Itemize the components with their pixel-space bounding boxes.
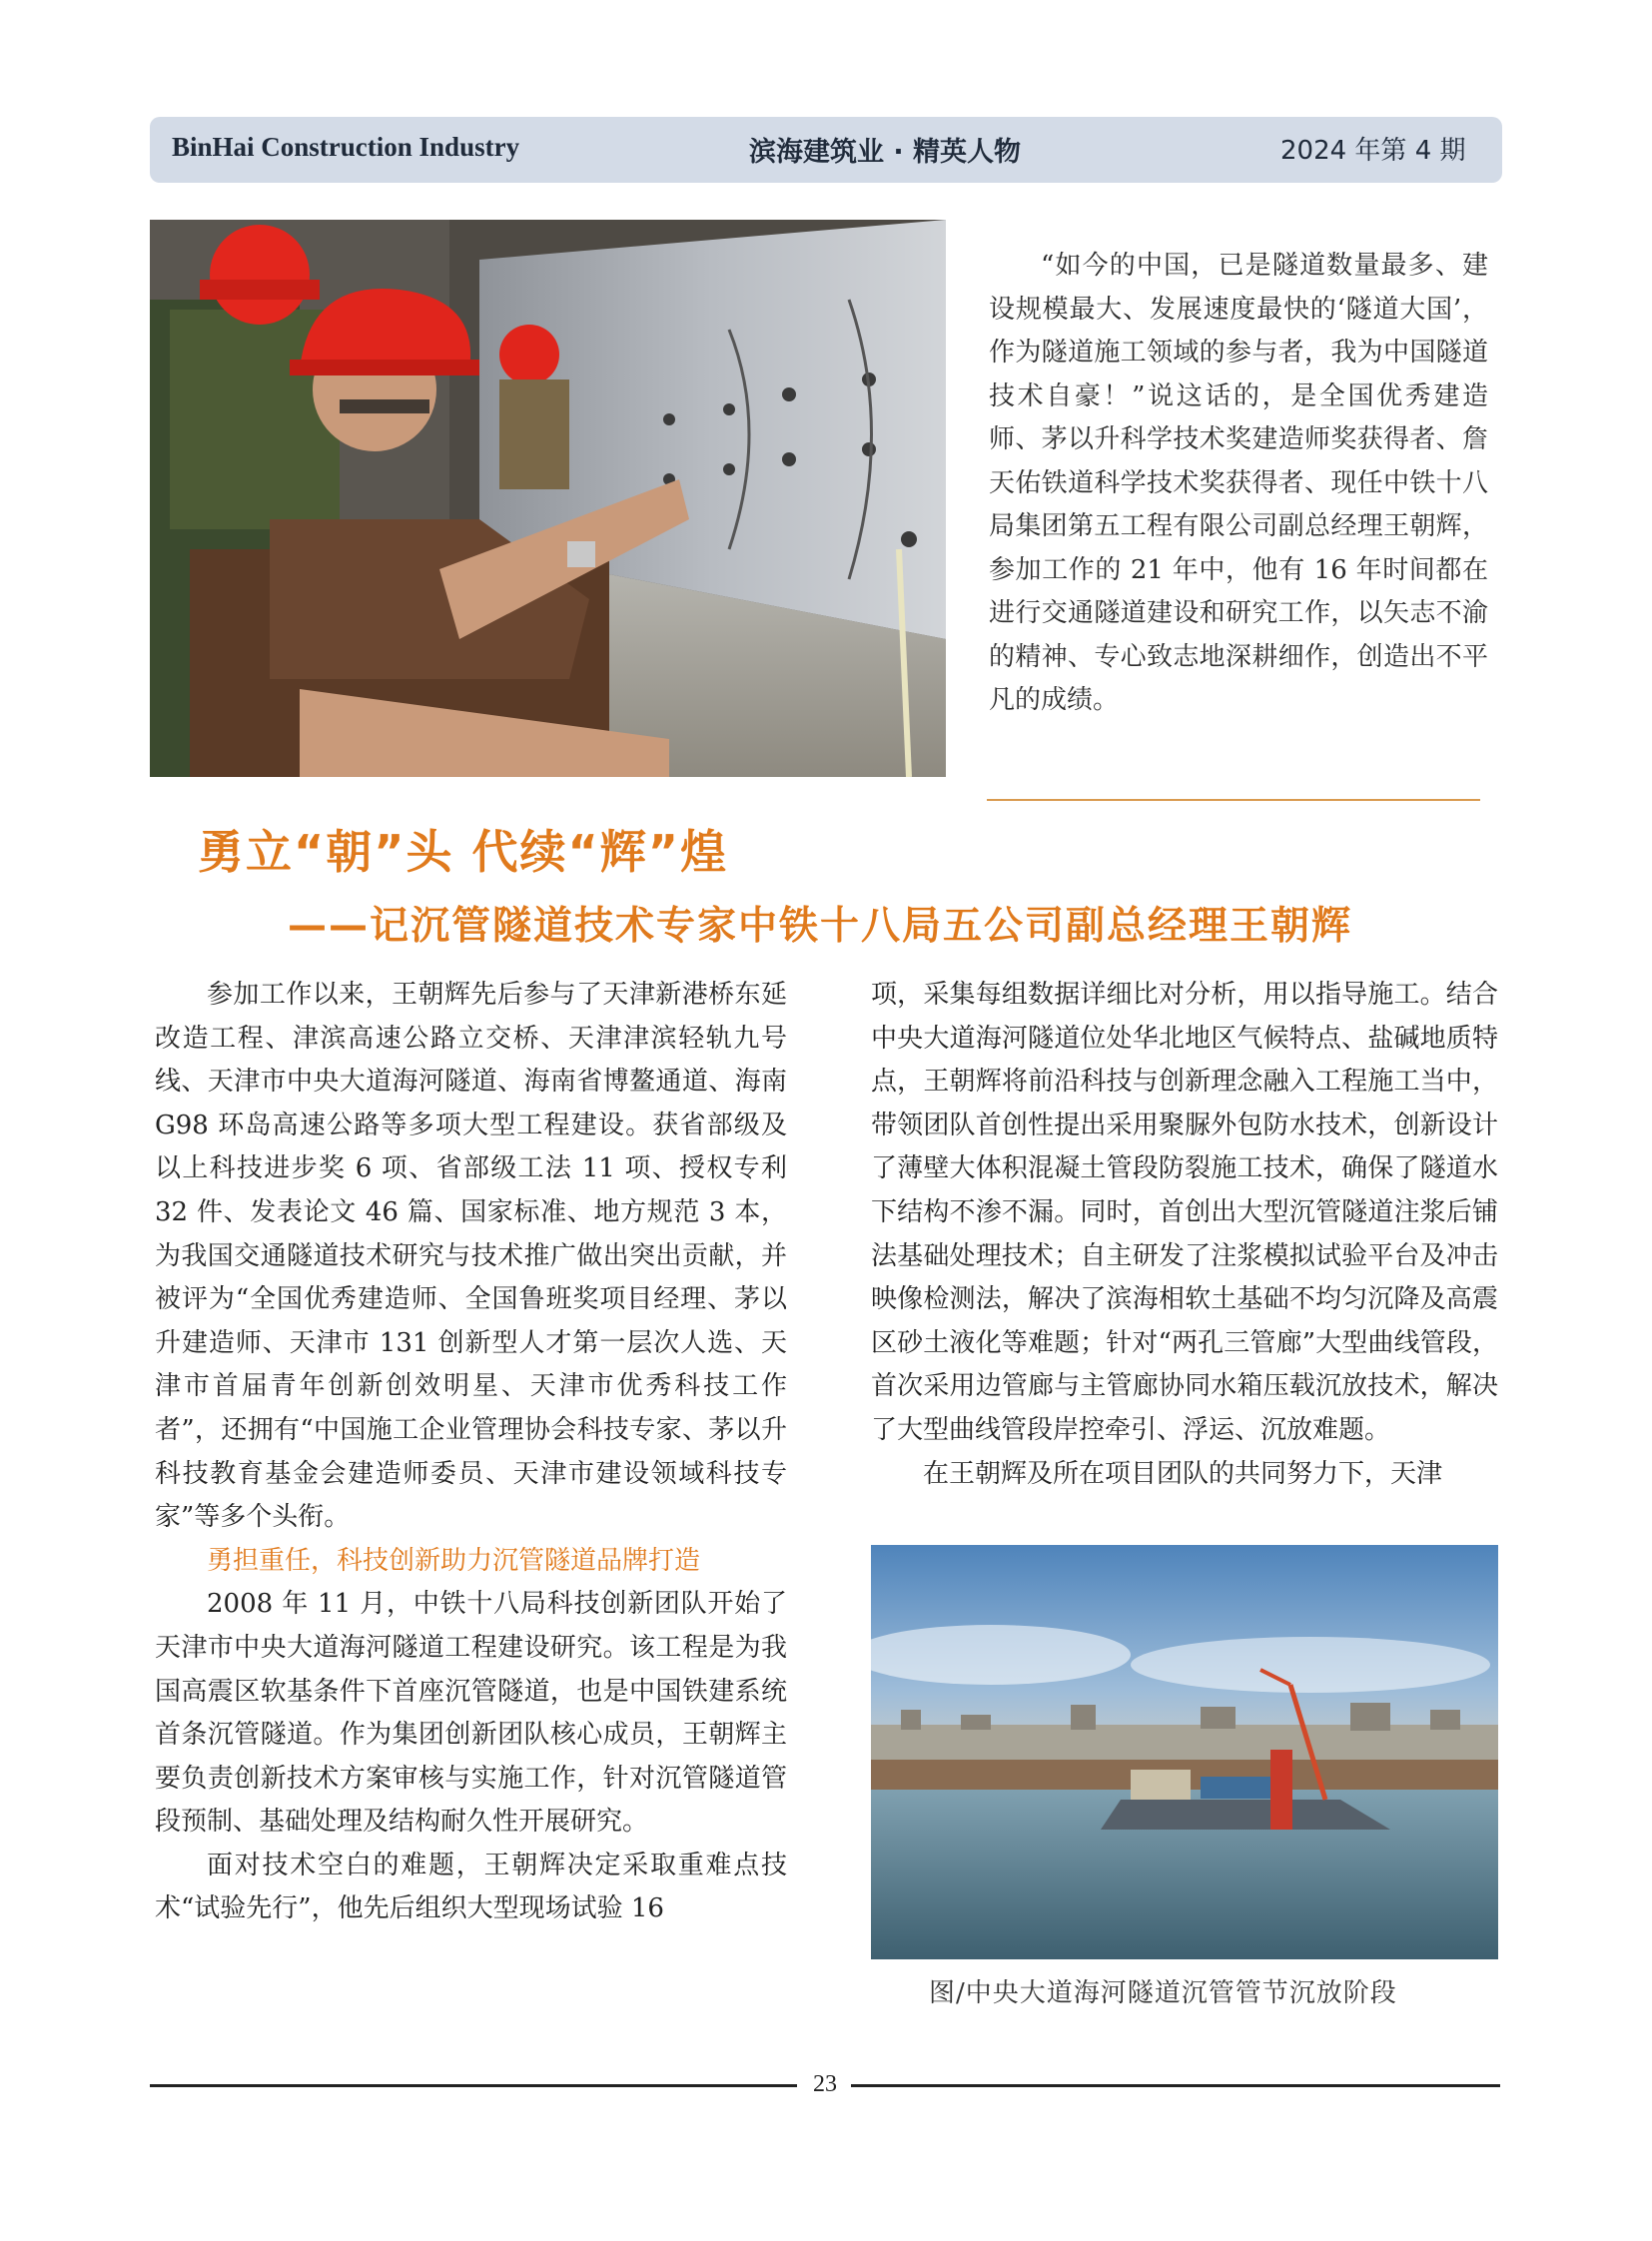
intro-quote [989, 245, 1488, 723]
page-number: 23 [813, 2071, 837, 2097]
footer-rule-left [150, 2084, 797, 2087]
body-paragraph: 2008 年 11 月，中铁十八局科技创新团队开始了天津市中央大道海河隧道工程建设研究。该工程是为我国高震区软基条件下首座沉管隧道，也是中国铁建系统首条沉管隧道。作为集团创新团队核心成员，王朝辉主要负责创新技术方案审核与实施工作，针对沉管隧道管段预制、基础处理及结构耐久性开展研究。 [155, 1589, 787, 1838]
body-paragraph: 在王朝辉及所在项目团队的共同努力下，天津 [923, 1458, 1443, 1489]
body-paragraph: 项，采集每组数据详细比对分析，用以指导施工。结合中央大道海河隧道位处华北地区气候特点、盐碱地质特点，王朝辉将前沿科技与创新理念融入工程施工当中，带领团队首创性提出采用聚脲外包防水技术，创新设计了薄壁大体积混凝土管段防裂施工技术，确保了隧道水下结构不渗不漏。同时，首创出大型沉管隧道注浆后铺法基础处理技术；自主研发了注浆模拟试验平台及冲击映像检测法，解决了滨海相软土基础不均匀沉降及高震区砂土液化等难题；针对“两孔三管廊”大型曲线管段，首次采用边管廊与主管廊协同水箱压载沉放技术，解决了大型曲线管段岸控牵引、浮运、沉放难题。 [871, 980, 1498, 1445]
quote-divider [987, 799, 1480, 801]
body-paragraph: 参加工作以来，王朝辉先后参与了天津新港桥东延改造工程、津滨高速公路立交桥、天津津滨轻轨九号线、天津市中央大道海河隧道、海南省博鳌通道、海南 G98 环岛高速公路等多项大型工程建设。获省部级及以上科技进步奖 6 项、省部级工法 11 项、授权专利 32 件、发表论文 46 篇、国家标准、地方规范 3 本，为我国交通隧道技术研究与技术推广做出突出贡献，并被评为“全国优秀建造师、全国鲁班奖项目经理、茅以升建造师、天津市 131 创新型人才第一层次人选、天津市首届青年创新创效明星、天津市优秀科技工作者”，还拥有“中国施工企业管理协会科技专家、茅以升科技教育基金会建造师委员、天津市建设领域科技专家”等多个头衔。 [155, 980, 787, 1533]
article-title: 勇立“朝”头 代续“辉”煌 [198, 825, 728, 879]
figure-caption: 图/中央大道海河隧道沉管管节沉放阶段 [929, 1978, 1397, 2008]
article-subtitle: ——记沉管隧道技术专家中铁十八局五公司副总经理王朝辉 [288, 904, 1353, 949]
tunnel-construction-photo [871, 1545, 1498, 1959]
journal-name: BinHai Construction Industry [172, 132, 520, 162]
section-name: 滨海建筑业 · 精英人物 [749, 137, 1022, 168]
section-heading: 勇担重任，科技创新助力沉管隧道品牌打造 [207, 1545, 701, 1576]
left-column [155, 974, 787, 1931]
body-paragraph: 面对技术空白的难题，王朝辉决定采取重难点技术“试验先行”，他先后组织大型现场试验 16 [155, 1850, 787, 1924]
right-column [871, 974, 1498, 1496]
workers-photo [150, 220, 946, 777]
intro-quote-text: “如今的中国，已是隧道数量最多、建设规模最大、发展速度最快的‘隧道大国’，作为隧道施工领域的参与者，我为中国隧道技术自豪！”说这话的，是全国优秀建造师、茅以升科学技术奖建造师奖获得者、詹天佑铁道科学技术奖获得者、现任中铁十八局集团第五工程有限公司副总经理王朝辉，参加工作的 21 年中，他有 16 年时间都在进行交通隧道建设和研究工作，以矢志不渝的精神、专心致志地深耕细作，创造出不平凡的成绩。 [989, 251, 1488, 715]
footer-rule-right [851, 2084, 1500, 2087]
issue-label: 2024 年第 4 期 [1280, 136, 1466, 166]
